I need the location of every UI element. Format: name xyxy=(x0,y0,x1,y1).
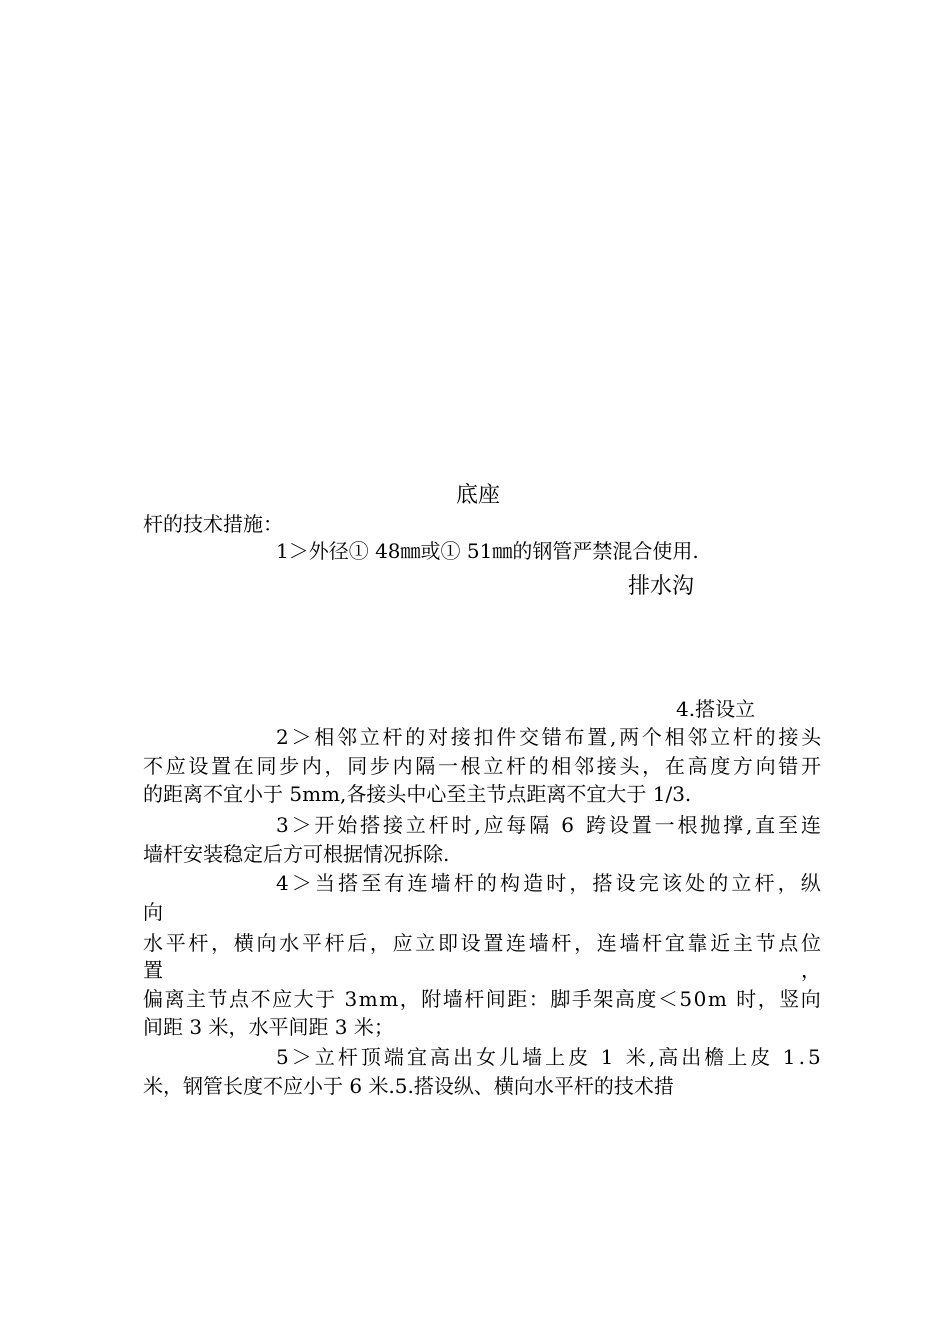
item-4-line-3: 偏离主节点不应大于 3mm，附墙杆间距：脚手架高度＜50m 时，竖向 xyxy=(143,987,823,1011)
heading-fragment: 杆的技术措施： xyxy=(143,512,283,536)
item-2-line-1: 2＞相邻立杆的对接扣件交错布置,两个相邻立杆的接头 xyxy=(276,725,824,749)
item-4-line-2: 水平杆，横向水平杆后，应立即设置连墙杆，连墙杆宜靠近主节点位 xyxy=(143,931,824,955)
section-4-heading: 4.搭设立 xyxy=(676,697,756,721)
item-2-line-3: 的距离不宜小于 5mm,各接头中心至主节点距离不宜大于 1/3. xyxy=(143,782,692,806)
item-3-line-1: 3＞开始搭接立杆时,应每隔 6 跨设置一根抛撑,直至连 xyxy=(276,813,824,837)
item-3-line-2: 墙杆安装稳定后方可根据情况拆除. xyxy=(143,842,450,866)
item-4-line-2b: 置 ， xyxy=(143,958,821,982)
drain-label: 排水沟 xyxy=(628,574,695,599)
item-5-line-2: 米，钢管长度不应小于 6 米.5.搭设纵、横向水平杆的技术措 xyxy=(143,1074,674,1098)
item-5-line-1: 5＞立杆顶端宜高出女儿墙上皮 1 米,高出檐上皮 1.5 xyxy=(276,1045,824,1069)
base-label: 底座 xyxy=(456,483,501,508)
item-2-line-2: 不应设置在同步内，同步内隔一根立杆的相邻接头，在高度方向错开 xyxy=(143,754,824,778)
item-4-line-4: 间距 3 米，水平间距 3 米； xyxy=(143,1015,394,1039)
item-4-line-1: 4＞当搭至有连墙杆的构造时，搭设完该处的立杆，纵 xyxy=(276,871,824,895)
item-1: 1＞外径① 48㎜或① 51㎜的钢管严禁混合使用. xyxy=(276,539,699,563)
item-4-line-1b: 向 xyxy=(143,900,163,924)
